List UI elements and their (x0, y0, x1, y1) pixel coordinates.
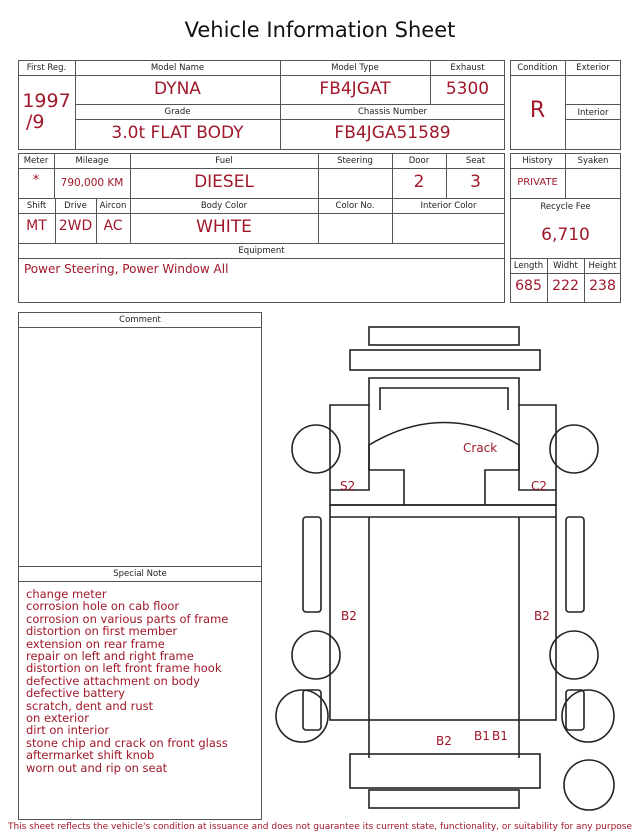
special-note-item: corrosion on various parts of frame (26, 611, 229, 626)
model-name-cell (75, 60, 280, 104)
aircon-value: AC (103, 218, 123, 234)
right-side-rail (566, 517, 584, 612)
interior-color-cell (392, 198, 505, 243)
color-no-cell (318, 198, 392, 243)
special-note-item: stone chip and crack on front glass (26, 735, 228, 750)
shift-value: MT (26, 218, 47, 234)
left-side-rail (303, 517, 321, 612)
recycle-fee-label: Recycle Fee (540, 202, 591, 212)
model-name-label: Model Name (150, 63, 205, 73)
history-value: PRIVATE (517, 177, 558, 188)
cab-roof-strip (369, 327, 519, 345)
disclaimer-footer: This sheet reflects the vehicle's condition at issuance and does not guarantee its current state, functionality, or suitability for any purpose (7, 822, 633, 832)
chassis-cell (280, 104, 505, 150)
model-name-value: DYNA (154, 79, 201, 99)
special-note-item: corrosion hole on cab floor (26, 599, 180, 614)
special-note-label: Special Note (113, 569, 167, 579)
grade-label: Grade (164, 107, 191, 117)
exhaust-label: Exhaust (450, 63, 485, 73)
drive-value: 2WD (58, 218, 93, 234)
length-label: Length (513, 261, 544, 271)
first-reg-cell (18, 60, 75, 150)
meter-label: Meter (23, 156, 49, 166)
model-type-cell (280, 60, 430, 104)
steering-cell (318, 153, 392, 198)
rear-right-wheel (550, 631, 598, 679)
model-type-value: FB4JGAT (319, 79, 391, 99)
special-note-item: extension on rear frame (26, 636, 165, 651)
body-color-cell (130, 198, 318, 243)
special-note-item: distortion on left front frame hook (26, 661, 222, 676)
equipment-value: Power Steering, Power Window All (24, 262, 229, 276)
exhaust-cell (430, 60, 505, 104)
special-note-item: distortion on first member (26, 624, 178, 639)
aircon-label: Aircon (99, 201, 127, 211)
mark-b2-right: B2 (534, 609, 550, 623)
special-note-item: scratch, dent and rust (26, 698, 154, 713)
front-left-wheel (292, 425, 340, 473)
mark-b2-left: B2 (341, 609, 357, 623)
special-note-item: change meter (26, 587, 107, 601)
first-reg-month: /9 (26, 111, 45, 133)
shift-label: Shift (26, 201, 47, 211)
door-cell (392, 153, 446, 198)
meter-cell (18, 153, 54, 198)
rear-strip (369, 790, 519, 808)
condition-grade: R (529, 98, 546, 123)
chassis-value: FB4JGA51589 (334, 123, 451, 143)
recycle-fee-value: 6,710 (541, 225, 590, 245)
width-label: Widht (553, 261, 578, 271)
special-note-item: worn out and rip on seat (26, 760, 168, 775)
rear-left-wheel (292, 631, 340, 679)
mark-c2: C2 (531, 479, 548, 493)
fuel-value: DIESEL (194, 172, 254, 192)
cab-outline (330, 378, 556, 505)
cargo-bed (330, 505, 556, 720)
drive-label: Drive (64, 201, 87, 211)
mark-b1-a: B1 (474, 729, 490, 743)
special-note-item: on exterior (26, 711, 89, 726)
comment-label: Comment (119, 315, 161, 325)
model-type-label: Model Type (331, 63, 379, 73)
cab-left-door (330, 405, 369, 490)
special-note-list (26, 588, 228, 774)
aircon-cell (96, 198, 130, 243)
height-value: 238 (589, 278, 616, 294)
rear-bumper (350, 754, 540, 788)
interior-label: Interior (577, 108, 609, 118)
special-note-item: dirt on interior (26, 723, 110, 738)
grade-value: 3.0t FLAT BODY (111, 123, 244, 143)
seat-cell (446, 153, 505, 198)
equipment-label: Equipment (238, 246, 285, 256)
vehicle-damage-diagram (270, 318, 630, 818)
first-reg-label: First Reg. (26, 63, 67, 73)
mark-b1-b: B1 (492, 729, 508, 743)
length-value: 685 (515, 278, 542, 294)
width-value: 222 (552, 278, 579, 294)
door-value: 2 (413, 172, 425, 192)
fuel-cell (130, 153, 318, 198)
drive-cell (55, 198, 96, 243)
steering-label: Steering (337, 156, 373, 166)
seat-label: Seat (465, 156, 486, 166)
seat-value: 3 (470, 172, 481, 192)
special-note-item: repair on left and right frame (26, 649, 194, 664)
exhaust-value: 5300 (445, 79, 490, 99)
right-rear-rail (566, 690, 584, 730)
windshield-outline (369, 423, 519, 506)
body-color-value: WHITE (196, 217, 252, 237)
mileage-label: Mileage (75, 156, 109, 166)
grade-cell (75, 104, 280, 150)
condition-label: Condition (517, 63, 558, 73)
cab-top-strip (350, 350, 540, 370)
front-right-wheel (550, 425, 598, 473)
mileage-value: 790,000 KM (60, 177, 124, 189)
syaken-label: Syaken (577, 156, 609, 166)
mark-b2-bottom: B2 (436, 734, 452, 748)
meter-value: * (32, 173, 40, 188)
page-title: Vehicle Information Sheet (184, 18, 456, 42)
interior-color-label: Interior Color (420, 201, 477, 211)
height-label: Height (588, 261, 617, 271)
color-no-label: Color No. (335, 201, 375, 211)
special-note-item: defective attachment on body (26, 673, 200, 688)
rear-right-wheel-2 (562, 690, 614, 742)
mileage-cell (54, 153, 130, 198)
fuel-label: Fuel (215, 156, 233, 166)
special-note-item: aftermarket shift knob (26, 748, 155, 763)
door-label: Door (408, 156, 430, 166)
cab-inner-roof (380, 388, 508, 410)
history-label: History (522, 156, 553, 166)
shift-cell (18, 198, 55, 243)
body-color-label: Body Color (200, 201, 248, 211)
exterior-label: Exterior (576, 63, 610, 73)
mark-s2: S2 (340, 479, 356, 493)
spare-wheel (564, 760, 614, 810)
mark-crack: Crack (463, 441, 498, 455)
chassis-label: Chassis Number (357, 107, 428, 117)
special-note-item: defective battery (26, 686, 126, 701)
first-reg-year: 1997 (22, 90, 71, 112)
